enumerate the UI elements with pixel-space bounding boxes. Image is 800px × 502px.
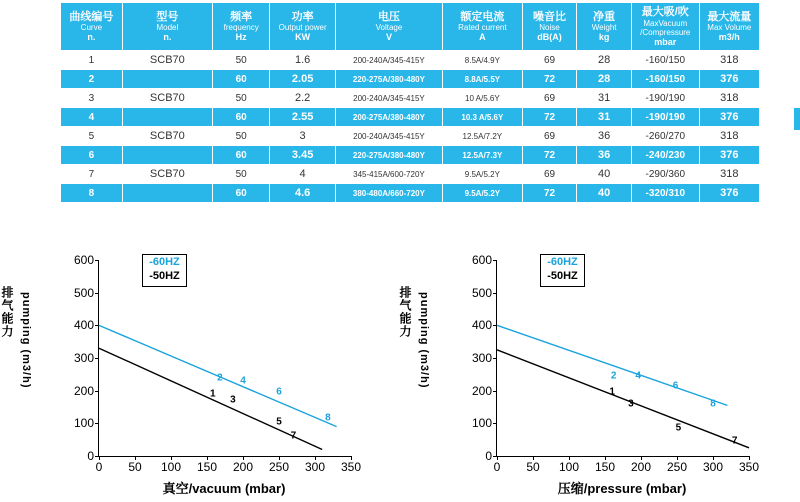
column-header-weight [577, 3, 632, 51]
header-unit: n. [87, 32, 96, 43]
cell-current: 9.5A/5.2Y [442, 165, 522, 184]
curve-point-label: 2 [217, 372, 223, 384]
x-axis-tick-label: 250 [666, 460, 688, 474]
header-en: Output power [278, 23, 327, 33]
header-cn: 额定电流 [460, 10, 505, 23]
header-cn: 最大吸/吹 [641, 6, 689, 18]
cell-curve: 8 [61, 184, 123, 203]
cell-current: 10 A/5.6Y [442, 89, 522, 108]
column-header-max-vacuum [631, 3, 699, 51]
table-row [61, 146, 760, 165]
column-header-model [122, 3, 212, 51]
cell-power: 1.6 [270, 51, 336, 70]
series-lines [99, 260, 351, 456]
cell-vacuum: -240/230 [631, 146, 699, 165]
cell-model: SCB70 [122, 51, 212, 70]
x-axis-tick-mark [207, 456, 208, 460]
cell-frequency: 60 [213, 70, 270, 89]
cell-noise: 69 [522, 165, 577, 184]
legend-entry-60hz: -60HZ [547, 256, 578, 268]
specification-table [60, 2, 760, 203]
cell-voltage: 220-275A/380-480Y [335, 70, 442, 89]
x-axis-tick-label: 200 [232, 460, 254, 474]
cell-weight: 40 [577, 184, 632, 203]
cell-curve: 6 [61, 146, 123, 165]
cell-weight: 28 [577, 51, 632, 70]
cell-curve: 7 [61, 165, 123, 184]
x-axis-tick-mark [749, 456, 750, 460]
cell-curve: 4 [61, 108, 123, 127]
x-axis-tick-mark [315, 456, 316, 460]
curve-point-label: 4 [240, 375, 246, 387]
curve-point-label: 5 [675, 422, 682, 434]
header-unit: mbar [654, 37, 677, 48]
legend-entry-60hz: -60HZ [149, 256, 180, 268]
x-axis-tick-mark [279, 456, 280, 460]
y-axis-tick-label: 0 [87, 449, 94, 463]
table-row [61, 89, 760, 108]
y-axis-tick-label: 200 [73, 383, 94, 398]
curve-point-label: 1 [209, 388, 216, 400]
table-row [61, 184, 760, 203]
header-en: Weight [591, 23, 617, 33]
chart-legend [142, 254, 187, 287]
header-unit: n. [163, 32, 172, 43]
header-en: Max Volume [707, 23, 752, 33]
header-unit: KW [295, 32, 311, 43]
cell-model: SCB70 [122, 127, 212, 146]
cell-weight: 31 [577, 89, 632, 108]
x-axis-tick-mark [351, 456, 352, 460]
cell-voltage: 345-415A/600-720Y [335, 165, 442, 184]
cell-frequency: 50 [213, 89, 270, 108]
cell-flow: 376 [699, 184, 759, 203]
header-en: MaxVacuum /Compressure [640, 18, 691, 37]
cell-flow: 318 [699, 51, 759, 70]
cell-current: 8.8A/5.5Y [442, 70, 522, 89]
y-axis-tick-label: 600 [73, 253, 94, 267]
x-axis-tick-mark [605, 456, 606, 460]
cell-curve: 3 [61, 89, 123, 108]
vacuum-performance-chart [2, 246, 392, 502]
column-header-power [270, 3, 336, 51]
cell-current: 10.3 A/5.6Y [442, 108, 522, 127]
cell-noise: 69 [522, 127, 577, 146]
x-axis-tick-mark [569, 456, 570, 460]
cell-vacuum: -160/150 [631, 70, 699, 89]
cell-voltage: 200-275A/380-480Y [335, 108, 442, 127]
cell-model [122, 108, 212, 127]
cell-power: 3 [270, 127, 336, 146]
curve-point-label: 5 [276, 416, 282, 428]
series-lines [497, 260, 749, 456]
cell-voltage: 200-240A/345-415Y [335, 127, 442, 146]
y-axis-tick-label: 200 [471, 383, 492, 398]
cell-noise: 72 [522, 70, 577, 89]
table-header [61, 3, 760, 51]
cell-flow: 376 [699, 108, 759, 127]
header-en: Model [156, 23, 179, 33]
cell-frequency: 50 [213, 51, 270, 70]
cell-power: 4 [270, 165, 336, 184]
x-axis-tick-mark [497, 456, 498, 460]
cell-curve: 1 [61, 51, 123, 70]
cell-power: 4.6 [270, 184, 336, 203]
x-axis-tick-mark [641, 456, 642, 460]
cell-curve: 5 [61, 127, 123, 146]
pressure-performance-chart [400, 246, 790, 502]
chart-y-axis-label-en: pumping (m3/h) [418, 292, 430, 389]
header-cn: 电压 [377, 10, 400, 23]
table-row [61, 70, 760, 89]
header-en: Rated current [458, 23, 507, 33]
cell-power: 2.05 [270, 70, 336, 89]
cell-current: 12.5A/7.3Y [442, 146, 522, 165]
y-axis-tick-label: 400 [471, 318, 492, 333]
cell-model: SCB70 [122, 89, 212, 108]
curve-point-label: 8 [710, 398, 716, 410]
cell-vacuum: -320/310 [631, 184, 699, 203]
cell-power: 2.2 [270, 89, 336, 108]
cell-weight: 28 [577, 70, 632, 89]
header-cn: 型号 [156, 10, 179, 23]
curve-point-label: 7 [731, 435, 738, 447]
x-axis-tick-label: 150 [196, 460, 218, 474]
cell-flow: 318 [699, 127, 759, 146]
x-axis-tick-label: 300 [702, 460, 724, 474]
cell-flow: 318 [699, 165, 759, 184]
column-header-curve [61, 3, 123, 51]
header-unit: dB(A) [537, 32, 562, 43]
cell-power: 3.45 [270, 146, 336, 165]
cell-weight: 36 [577, 127, 632, 146]
cell-vacuum: -160/150 [631, 51, 699, 70]
pressure-plot-area [471, 253, 760, 474]
cell-frequency: 60 [213, 146, 270, 165]
cell-frequency: 50 [213, 165, 270, 184]
table-row [61, 51, 760, 70]
cell-noise: 69 [522, 51, 577, 70]
y-axis-tick-label: 0 [485, 449, 492, 463]
y-axis-tick-label: 500 [471, 285, 492, 300]
curve-point-label: 3 [230, 394, 236, 406]
cell-current: 12.5A/7.2Y [442, 127, 522, 146]
header-unit: Hz [235, 32, 247, 43]
cell-noise: 72 [522, 184, 577, 203]
cell-voltage: 380-480A/660-720Y [335, 184, 442, 203]
header-unit: kg [598, 32, 610, 43]
x-axis-tick-mark [713, 456, 714, 460]
table-row [61, 127, 760, 146]
cell-frequency: 60 [213, 184, 270, 203]
vacuum-plot-area [73, 253, 362, 474]
curve-point-label: 6 [672, 380, 679, 392]
header-cn: 最大流量 [707, 10, 752, 23]
x-axis-tick-mark [99, 456, 100, 460]
table-body [61, 51, 760, 203]
header-cn: 功率 [291, 10, 314, 23]
curve-point-label: 6 [276, 386, 282, 398]
cell-vacuum: -190/190 [631, 89, 699, 108]
x-axis-tick-label: 350 [340, 460, 362, 474]
curve-point-label: 1 [609, 386, 615, 398]
header-cn: 净重 [593, 10, 616, 23]
x-axis-tick-label: 50 [128, 460, 142, 474]
chart-y-axis-label-cn: 排气能力 [398, 286, 412, 338]
cell-model: SCB70 [122, 165, 212, 184]
x-axis-tick-mark [135, 456, 136, 460]
table-header-row [61, 3, 760, 51]
chart-y-axis-label-en: pumping (m3/h) [20, 292, 32, 389]
cell-weight: 31 [577, 108, 632, 127]
header-cn: 噪音比 [533, 10, 567, 23]
cell-voltage: 200-240A/345-415Y [335, 89, 442, 108]
cell-flow: 376 [699, 146, 759, 165]
cell-current: 9.5A/5.2Y [442, 184, 522, 203]
x-axis-tick-label: 350 [738, 460, 760, 474]
chart-x-axis-label: 真空/vacuum (mbar) [162, 481, 286, 496]
curve-point-label: 8 [325, 412, 331, 424]
x-axis-tick-label: 200 [630, 460, 652, 474]
header-en: Voltage [375, 23, 403, 33]
cell-vacuum: -290/360 [631, 165, 699, 184]
header-unit: A [479, 32, 486, 43]
cell-vacuum: -190/190 [631, 108, 699, 127]
y-axis-tick-label: 300 [471, 351, 492, 365]
cell-model [122, 146, 212, 165]
column-header-noise [522, 3, 577, 51]
column-header-max-volume [699, 3, 759, 51]
cell-frequency: 50 [213, 127, 270, 146]
x-axis-tick-label: 0 [95, 460, 103, 474]
curve-point-label: 7 [290, 430, 297, 442]
chart-y-axis-label-cn: 排气能力 [0, 286, 14, 338]
cell-current: 8.5A/4.9Y [442, 51, 522, 70]
x-axis-tick-mark [533, 456, 534, 460]
cell-weight: 36 [577, 146, 632, 165]
header-en: Noise [539, 23, 560, 33]
x-axis-tick-mark [243, 456, 244, 460]
y-axis-tick-label: 600 [471, 253, 492, 267]
y-axis-tick-label: 300 [73, 351, 94, 365]
table-row [61, 165, 760, 184]
cell-noise: 69 [522, 89, 577, 108]
cell-voltage: 200-240A/345-415Y [335, 51, 442, 70]
cell-voltage: 220-275A/380-480Y [335, 146, 442, 165]
column-header-voltage [335, 3, 442, 51]
cell-weight: 40 [577, 165, 632, 184]
legend-entry-50hz: -50HZ [547, 269, 578, 282]
x-axis-tick-label: 100 [160, 460, 182, 474]
cell-noise: 72 [522, 146, 577, 165]
y-axis-tick-label: 100 [471, 416, 492, 431]
header-en: Curve [80, 23, 103, 33]
cell-noise: 72 [522, 108, 577, 127]
x-axis-tick-label: 100 [558, 460, 580, 474]
header-cn: 频率 [230, 10, 253, 23]
table-row [61, 108, 760, 127]
column-header-frequency [213, 3, 270, 51]
header-cn: 曲线编号 [69, 10, 114, 23]
cell-flow: 318 [699, 89, 759, 108]
column-header-rated-current [442, 3, 522, 51]
y-axis-tick-label: 400 [73, 318, 94, 333]
header-unit: V [385, 32, 392, 43]
chart-legend [540, 254, 585, 287]
cell-model [122, 184, 212, 203]
header-en: frequency [223, 23, 259, 33]
x-axis-tick-label: 300 [304, 460, 326, 474]
cell-power: 2.55 [270, 108, 336, 127]
chart-x-axis-label: 压缩/pressure (mbar) [557, 481, 687, 496]
legend-entry-50hz: -50HZ [149, 269, 180, 282]
curve-point-label: 4 [635, 370, 641, 382]
curve-point-label: 3 [628, 398, 634, 410]
x-axis-tick-mark [171, 456, 172, 460]
x-axis-tick-label: 250 [268, 460, 290, 474]
cell-model [122, 70, 212, 89]
y-axis-tick-label: 100 [73, 416, 94, 431]
curve-point-label: 2 [610, 370, 617, 382]
page-edge-marker [794, 108, 800, 130]
cell-flow: 376 [699, 70, 759, 89]
cell-curve: 2 [61, 70, 123, 89]
x-axis-tick-label: 150 [594, 460, 616, 474]
x-axis-tick-mark [677, 456, 678, 460]
y-axis-tick-label: 500 [73, 285, 94, 300]
header-unit: m3/h [718, 32, 740, 43]
cell-frequency: 60 [213, 108, 270, 127]
x-axis-tick-label: 50 [526, 460, 540, 474]
x-axis-tick-label: 0 [493, 460, 501, 474]
cell-vacuum: -260/270 [631, 127, 699, 146]
